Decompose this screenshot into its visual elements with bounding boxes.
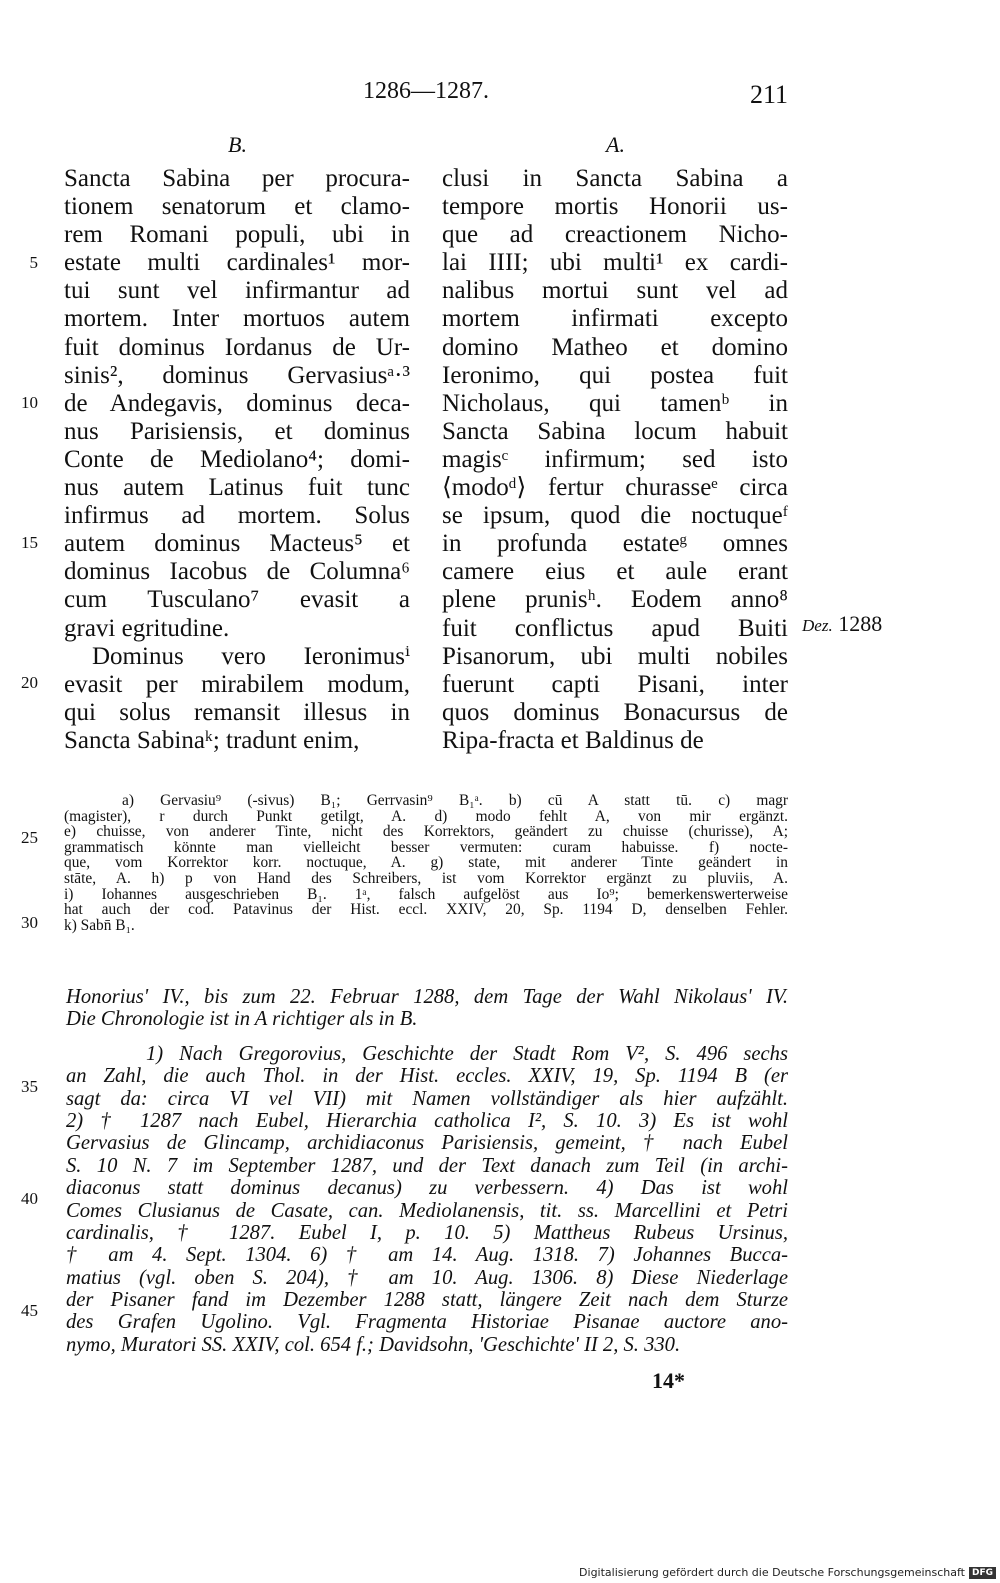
text-line: dominus Iacobus de Columna⁶	[64, 558, 410, 586]
text-line: Dominus vero Ieronimusⁱ	[92, 642, 410, 670]
text-line: Ieronimo, qui postea fuit	[442, 361, 788, 389]
text-line: infirmus ad mortem. Solus	[64, 502, 410, 530]
text-line: nus autem Latinus fuit tunc	[64, 474, 410, 502]
commentary-notes	[66, 986, 788, 1356]
text-line: Gervasius de Glincamp, archidiaconus Parisiensis, gemeint, † nach Eubel	[66, 1132, 788, 1155]
text-line: fuit conflictus apud Buiti	[442, 614, 788, 642]
text-line: camere eius et aule erant	[442, 558, 788, 586]
line-number: 35	[21, 1077, 38, 1096]
text-line: Die Chronologie ist in A richtiger als in B.	[66, 1008, 418, 1031]
dfg-logo: DFG	[969, 1567, 996, 1579]
text-line: stāte, A. h) p von Hand des Schreibers, ist vom Korrektor ergänzt zu pluviis, A.	[64, 869, 788, 887]
text-line: quos dominus Bonacursus de	[442, 698, 788, 726]
text-line: nalibus mortui sunt vel ad	[442, 277, 788, 305]
text-line: mortem. Inter mortuos autem	[64, 305, 410, 333]
text-line: k) Sabn̄ B₁.	[64, 916, 135, 934]
text-line: estate multi cardinales¹ mor-	[64, 249, 410, 277]
margin-date-note	[802, 611, 882, 637]
text-line: fuit dominus Iordanus de Ur-	[64, 333, 410, 361]
critical-apparatus	[64, 793, 788, 933]
text-line: an Zahl, die auch Thol. in der Hist. eccles. XXIV, 19, Sp. 1194 B (er	[66, 1065, 788, 1088]
text-line: tionem senatorum et clamo-	[64, 193, 410, 221]
text-line: clusi in Sancta Sabina a	[442, 165, 788, 192]
line-number: 10	[21, 393, 38, 412]
text-line: tempore mortis Honorii us-	[442, 193, 788, 221]
text-line: i) Iohannes ausgeschrieben B₁. 1ᵃ, falsch aufgelöst aus Io⁹; bemerkenswerterweise	[64, 885, 788, 903]
text-column-a	[442, 165, 788, 755]
text-line: que, vom Korrektor korr. noctuque, A. g) state, mit anderer Tinte geändert in	[64, 854, 788, 872]
text-line: matius (vgl. oben S. 204), † am 10. Aug. 1306. 8) Diese Niederlage	[66, 1266, 788, 1289]
text-line: Sancta Sabina per procura-	[64, 165, 410, 192]
text-line: tui sunt vel infirmantur ad	[64, 277, 410, 305]
text-line: que ad creactionem Nicho-	[442, 221, 788, 249]
text-line: Comes Clusianus de Casate, can. Mediolanensis, tit. ss. Marcellini et Petri	[66, 1199, 788, 1222]
text-line: plene prunisʰ. Eodem anno⁸	[442, 586, 788, 614]
running-head: 1286—1287.	[363, 78, 489, 104]
text-line: magisᶜ infirmum; sed isto	[442, 445, 788, 473]
text-line: † am 4. Sept. 1304. 6) † am 14. Aug. 1318. 7) Johannes Bucca-	[66, 1244, 788, 1267]
text-line: gravi egritudine.	[64, 614, 230, 642]
text-line: Sancta Sabinaᵏ; tradunt enim,	[64, 726, 360, 754]
footer-text: Digitalisierung gefördert durch die Deutsche Forschungsgemeinschaft	[579, 1566, 965, 1579]
column-label-b: B.	[228, 132, 247, 157]
text-line: hat auch der cod. Patavinus der Hist. eccl. XXIV, 20, Sp. 1194 D, denselben Fehler.	[64, 901, 788, 919]
footer-credit	[579, 1566, 996, 1579]
text-line: sagt da: circa VI vel VII) mit Namen vollständiger als hier aufzählt.	[66, 1087, 788, 1110]
text-line: fuerunt capti Pisani, inter	[442, 670, 788, 698]
line-number: 15	[21, 533, 38, 552]
line-number: 45	[21, 1301, 38, 1320]
text-line: in profunda estateᵍ omnes	[442, 530, 788, 558]
text-line: diaconus statt dominus decanus) zu verbessern. 4) Das ist wohl	[66, 1177, 788, 1200]
text-line: S. 10 N. 7 im September 1287, und der Text danach zum Teil (in archi-	[66, 1154, 788, 1177]
text-line: se ipsum, quod die noctuqueᶠ	[442, 502, 788, 530]
text-line: nus Parisiensis, et dominus	[64, 417, 410, 445]
signature-mark: 14*	[652, 1368, 685, 1393]
text-line: de Andegavis, dominus deca-	[64, 389, 410, 417]
line-number: 20	[21, 673, 38, 692]
text-line: a) Gervasiu⁹ (-sivus) B₁; Gerrvasin⁹ B₁ᵃ. b) cū A statt tū. c) magr	[122, 792, 788, 809]
text-line: Nicholaus, qui tamenᵇ in	[442, 389, 788, 417]
text-line: autem dominus Macteus⁵ et	[64, 530, 410, 558]
text-line: e) chuisse, von anderer Tinte, nicht des Korrektors, geändert zu chuisse (churisse), A;	[64, 823, 788, 841]
text-line: cardinalis, † 1287. Eubel I, p. 10. 5) Mattheus Rubeus Ursinus,	[66, 1221, 788, 1244]
text-line: Sancta Sabina locum habuit	[442, 417, 788, 445]
page-number: 211	[749, 80, 788, 109]
text-line: der Pisaner fand im Dezember 1288 statt, längere Zeit nach dem Sturze	[66, 1289, 788, 1312]
line-number: 5	[29, 253, 38, 272]
line-number: 40	[21, 1189, 38, 1208]
text-line: nymo, Muratori SS. XXIV, col. 654 f.; Davidsohn, 'Geschichte' II 2, S. 330.	[66, 1333, 681, 1356]
text-line: Pisanorum, ubi multi nobiles	[442, 642, 788, 670]
line-number: 25	[21, 828, 38, 847]
text-line: des Grafen Ugolino. Vgl. Fragmenta Historiae Pisanae auctore ano-	[66, 1311, 788, 1334]
text-line: ⟨modoᵈ⟩ fertur churasseᵉ circa	[442, 474, 788, 502]
text-line: sinis², dominus Gervasiusᵃ·³	[64, 361, 410, 389]
margin-month: Dez.	[802, 616, 833, 635]
margin-year: 1288	[838, 611, 883, 636]
text-line: rem Romani populi, ubi in	[64, 221, 410, 249]
text-line: qui solus remansit illesus in	[64, 698, 410, 726]
text-line: evasit per mirabilem modum,	[64, 670, 410, 698]
column-label-a: A.	[606, 132, 625, 157]
text-line: Conte de Mediolano⁴; domi-	[64, 445, 410, 473]
text-line: (magister), r durch Punkt getilgt, A. d) modo fehlt A, von mir ergänzt.	[64, 807, 788, 825]
text-line: domino Matheo et domino	[442, 333, 788, 361]
text-line: Honorius' IV., bis zum 22. Februar 1288, dem Tage der Wahl Nikolaus' IV.	[66, 986, 788, 1008]
text-line: 2) † 1287 nach Eubel, Hierarchia catholica I², S. 10. 3) Es ist wohl	[66, 1109, 788, 1132]
text-line: grammatisch könnte man vielleicht besser vermuten: curam habuisse. f) nocte-	[64, 838, 788, 856]
text-line: mortem infirmati excepto	[442, 305, 788, 333]
text-line: lai IIII; ubi multi¹ ex cardi-	[442, 249, 788, 277]
text-line: cum Tusculano⁷ evasit a	[64, 586, 410, 614]
text-line: 1) Nach Gregorovius, Geschichte der Stadt Rom V², S. 496 sechs	[146, 1042, 788, 1065]
text-line: Ripa-fracta et Baldinus de	[442, 726, 704, 754]
line-number: 30	[21, 913, 38, 932]
text-column-b	[64, 165, 410, 755]
